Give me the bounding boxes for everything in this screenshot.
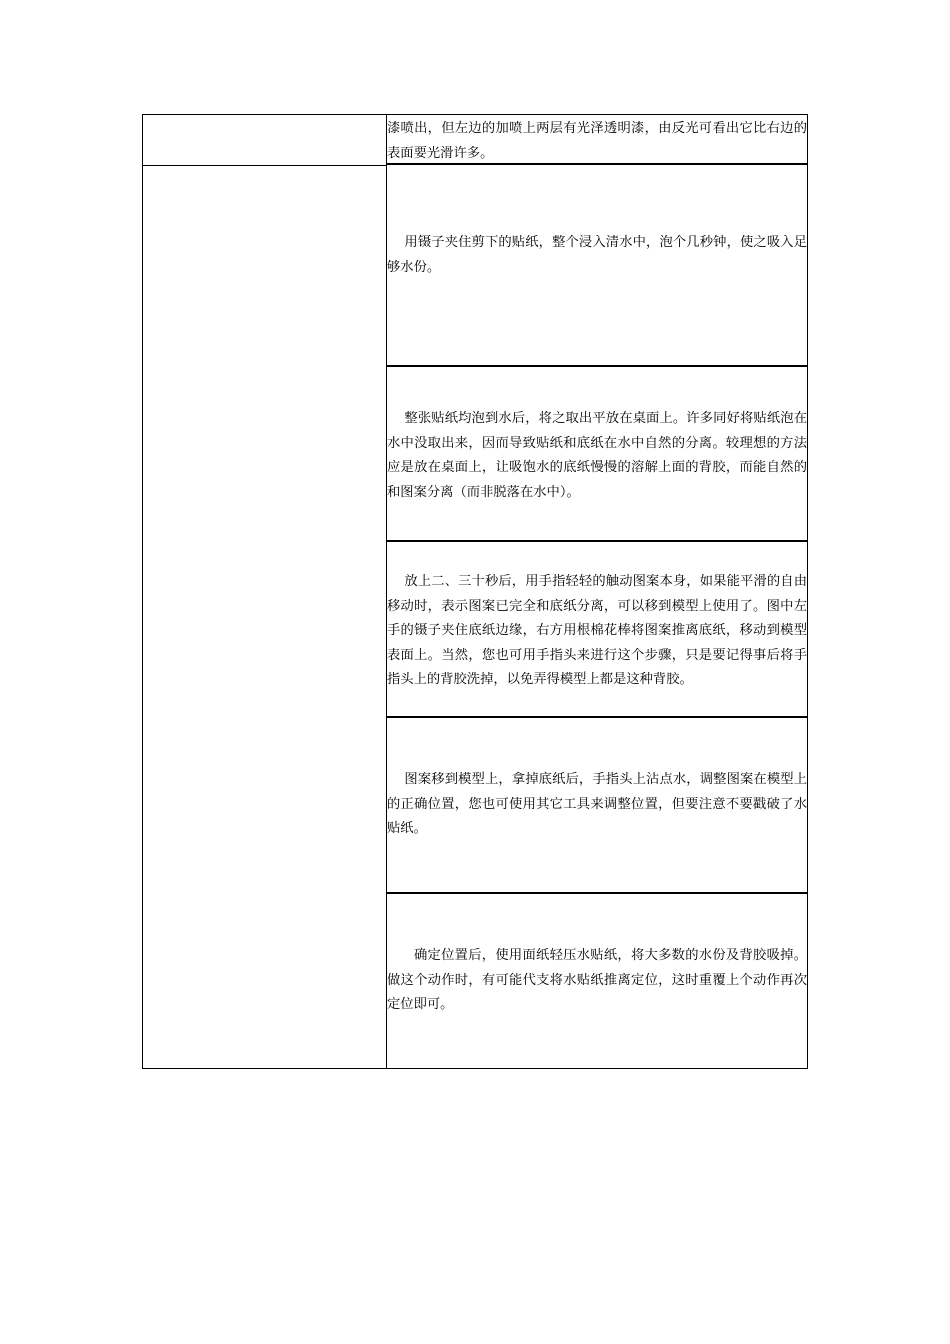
paragraph-step-1: 用镊子夹住剪下的贴纸，整个浸入清水中，泡个几秒钟，使之吸入足够水份。 <box>387 235 807 275</box>
text-cell-step-4 <box>387 716 808 893</box>
paragraph-step-2: 整张贴纸均泡到水后，将之取出平放在桌面上。许多同好将贴纸泡在水中没取出来，因而导致贴纸和底纸在水中自然的分离。较理想的方法应是放在桌面上，让吸饱水的底纸慢慢的溶解上面的背胶，而能自然的和图案分离（而非脱落在水中）。 <box>387 411 807 500</box>
paragraph-step-3: 放上二、三十秒后，用手指轻轻的触动图案本身，如果能平滑的自由移动时，表示图案已完全和底纸分离，可以移到模型上使用了。图中左手的镊子夹住底纸边缘，右方用根棉花棒将图案推离底纸，移动到模型表面上。当然，您也可用手指头来进行这个步骤，只是要记得事后将手指头上的背胶洗掉，以免弄得模型上都是这种背胶。 <box>387 574 807 687</box>
image-cell-top <box>143 114 387 165</box>
text-cell-step-1 <box>387 163 808 366</box>
text-cell-step-2 <box>387 365 808 541</box>
paragraph-step-5: 确定位置后，使用面纸轻压水贴纸，将大多数的水份及背胶吸掉。做这个动作时，有可能代支将水贴纸推离定位，这时重覆上个动作再次定位即可。 <box>387 948 807 1012</box>
image-cell-main <box>143 165 387 1068</box>
text-cell-step-3 <box>387 540 808 717</box>
paragraph-continued: 漆喷出，但左边的加喷上两层有光泽透明漆，由反光可看出它比右边的表面要光滑许多。 <box>387 121 807 161</box>
instruction-table <box>142 114 808 1069</box>
paragraph-step-4: 图案移到模型上，拿掉底纸后，手指头上沾点水，调整图案在模型上的正确位置，您也可使用其它工具来调整位置，但要注意不要戳破了水贴纸。 <box>387 772 807 836</box>
text-cell-step-5 <box>387 892 808 1069</box>
text-cell-continued <box>387 114 808 165</box>
